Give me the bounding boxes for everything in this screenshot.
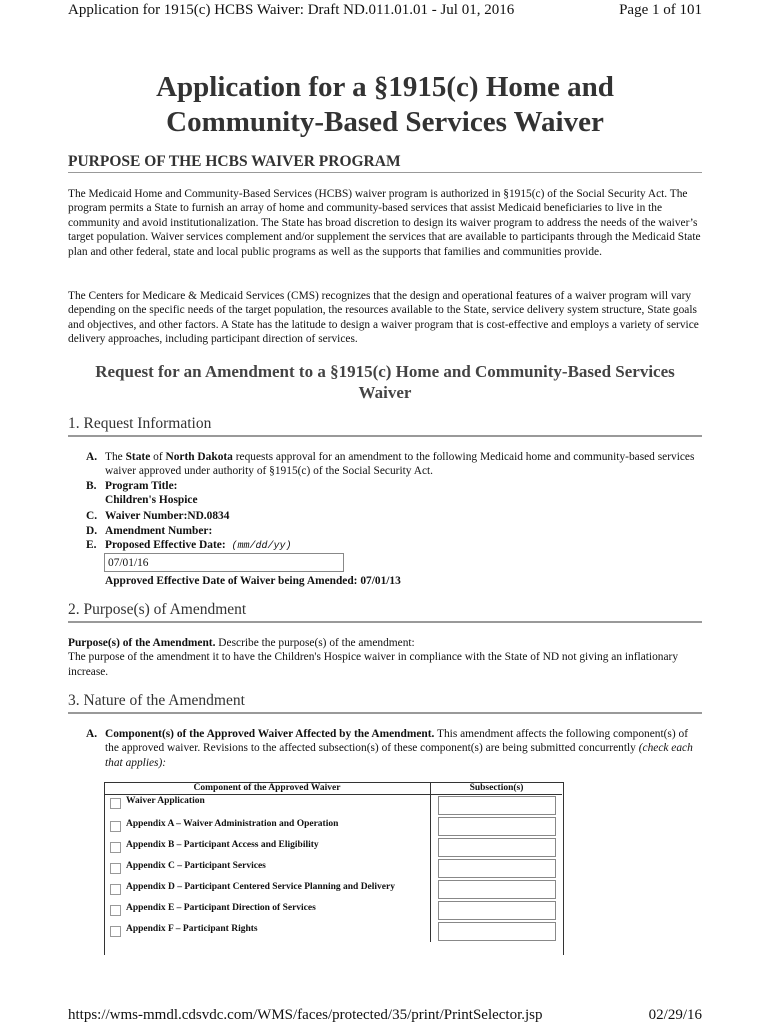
title-line-1: Application for a §1915(c) Home and [156,71,614,103]
row-label: Appendix C – Participant Services [126,861,266,871]
subsection-input[interactable] [438,817,556,836]
subsection-input[interactable] [438,838,556,857]
section-3-heading: 3. Nature of the Amendment [68,692,702,714]
purpose-heading: PURPOSE OF THE HCBS WAIVER PROGRAM [68,153,702,173]
table-row [104,816,562,837]
table-row [104,921,562,942]
title-line-2: Community-Based Services Waiver [166,106,604,138]
checkbox-appendix-d[interactable] [110,884,121,895]
component-table [104,782,562,942]
item-3a-bold: Component(s) of the Approved Waiver Affected by the Amendment. [105,728,435,740]
item-a [86,450,702,479]
row-label: Appendix E – Participant Direction of Services [126,903,316,913]
table-row [104,858,562,879]
item-3a-label: A. [86,728,98,740]
row-label: Appendix D – Participant Centered Service Planning and Delivery [126,882,395,892]
item-3a-italic: (check each that applies): [105,742,693,769]
purpose-of-amendment-value: The purpose of the amendment it to have the Children's Hospice waiver in compliance with the State of ND not giving an inflationary increase. [68,651,679,678]
checkbox-appendix-c[interactable] [110,863,121,874]
item-e-label: E. [86,539,97,551]
header-title: Application for 1915(c) HCBS Waiver: Draft ND.011.01.01 - Jul 01, 2016 [68,2,515,18]
subsection-input[interactable] [438,859,556,878]
purpose-paragraph-2: The Centers for Medicare & Medicaid Services (CMS) recognizes that the design and operational features of a waiver program will vary depending on the specific needs of the target population, the resources available to the State, service delivery system structure, State goals and objectives, and other factors. A State has the latitude to design a waiver program that is cost-effective and employs a variety of service delivery approaches, including participant direction of services. [68,290,699,346]
table-row [104,900,562,921]
row-label: Appendix A – Waiver Administration and Operation [126,819,339,829]
row-label: Appendix B – Participant Access and Eligibility [126,840,319,850]
item-3a [86,727,702,770]
page-footer [68,1007,702,1024]
item-c-label: C. [86,510,98,522]
item-d [86,524,702,538]
purpose-of-amendment [68,636,702,679]
purpose-of-amendment-desc: Describe the purpose(s) of the amendment: [218,637,415,649]
item-d-label: D. [86,525,98,537]
column-header-component: Component of the Approved Waiver [104,782,431,795]
checkbox-appendix-f[interactable] [110,926,121,937]
approved-effective-date [105,574,702,588]
request-title [68,361,702,403]
section-2-heading: 2. Purpose(s) of Amendment [68,601,702,623]
amendment-number: Amendment Number: [105,525,213,537]
item-3a-text: This amendment affects the following component(s) of the approved waiver. Revisions to the affected subsection(s) of these component(s) are being submitted concurrently [105,728,688,755]
footer-date: 02/29/16 [648,1007,702,1023]
subsection-input[interactable] [438,880,556,899]
subsection-input[interactable] [438,901,556,920]
section-1-heading: 1. Request Information [68,415,702,437]
purpose-paragraph-1: The Medicaid Home and Community-Based Services (HCBS) waiver program is authorized in §1915(c) of the Social Security Act. The program permits a State to furnish an array of home and community-based services that assist Medicaid beneficiaries to live in the community and avoid institutionalization. The State has broad discretion to design its waiver program to address the needs of the waiver’s target population. Waiver services complement and/or supplement the services that are available to participants through the Medicaid State plan and other federal, state and local public programs as well as the supports that families and communities provide. [68,188,701,258]
table-row [104,837,562,858]
item-a-state-word: State [125,451,151,463]
checkbox-appendix-e[interactable] [110,905,121,916]
program-title-value: Children's Hospice [105,494,198,507]
waiver-number: Waiver Number:ND.0834 [105,510,230,522]
row-label: Waiver Application [126,796,205,806]
subsection-input[interactable] [438,922,556,941]
column-header-subsections: Subsection(s) [431,782,563,795]
table-row [104,795,562,817]
footer-url: https://wms-mmdl.cdsvdc.com/WMS/faces/protected/35/print/PrintSelector.jsp [68,1007,543,1023]
program-title-label: Program Title: [105,480,178,492]
purpose-of-amendment-label: Purpose(s) of the Amendment. [68,637,216,649]
document-title [68,70,702,140]
checkbox-appendix-b[interactable] [110,842,121,853]
item-b-text [105,479,702,508]
item-e [86,538,702,554]
date-format-hint: (mm/dd/yy) [231,541,292,552]
subsection-input[interactable] [438,796,556,815]
state-name: North Dakota [165,451,233,463]
page-number: Page 1 of 101 [619,2,702,18]
item-a-of: of [153,451,163,463]
effective-date-label: Proposed Effective Date: [105,539,226,551]
item-a-label: A. [86,451,98,463]
checkbox-appendix-a[interactable] [110,821,121,832]
item-a-pre: The [105,451,123,463]
item-a-body: requests approval for an amendment to the following Medicaid home and community-based services waiver approved under authority of §1915(c) of the Social Security Act. [105,451,695,478]
checkbox-waiver-application[interactable] [110,798,121,809]
row-label: Appendix F – Participant Rights [126,924,258,934]
page-header [68,2,702,19]
request-title-line-1: Request for an Amendment to a §1915(c) Home and Community-Based Services [95,362,675,381]
item-b [86,479,702,508]
request-title-line-2: Waiver [358,383,412,402]
approved-effective-date-text: Approved Effective Date of Waiver being Amended: 07/01/13 [105,575,401,587]
item-c [86,509,702,523]
item-a-text [105,450,702,479]
item-b-label: B. [86,480,97,492]
table-row [104,879,562,900]
effective-date-field[interactable]: 07/01/16 [104,553,344,572]
